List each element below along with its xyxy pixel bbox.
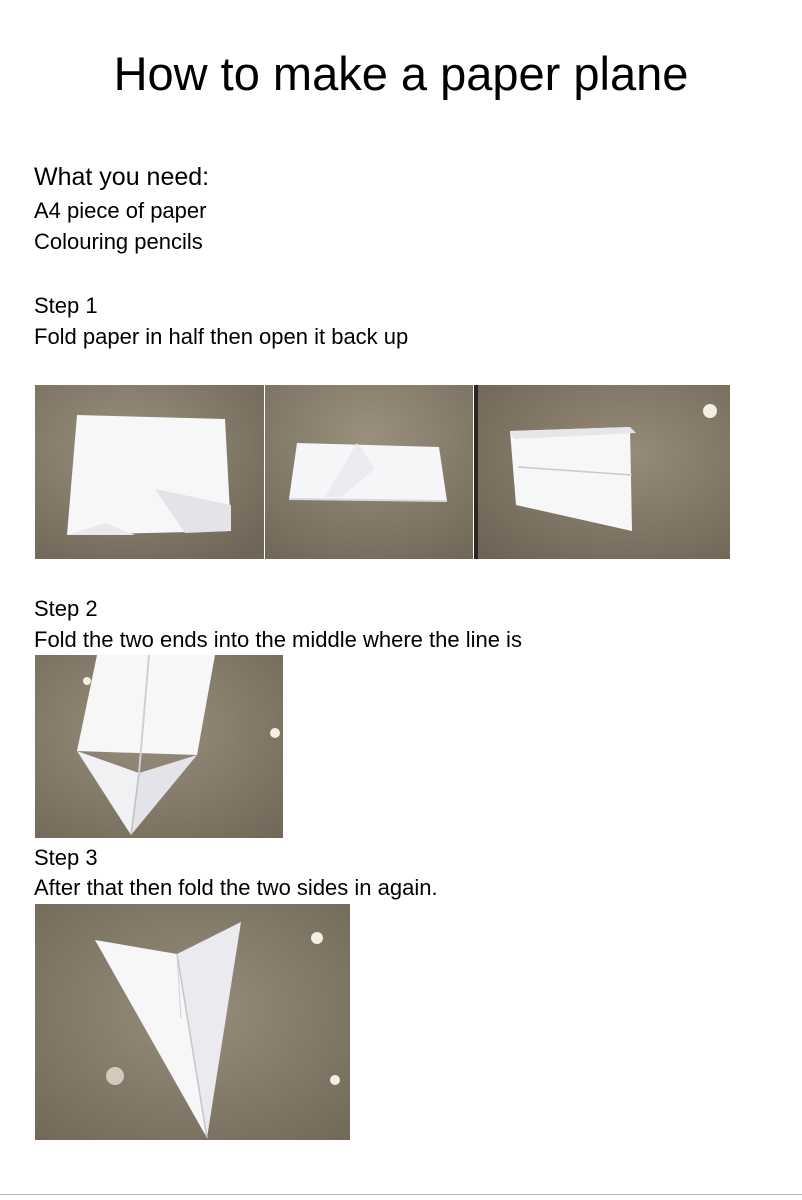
needs-item-paper: A4 piece of paper (34, 198, 207, 223)
step-2-photo-folded-ends (35, 655, 283, 838)
step-1-photo-folded-paper (265, 385, 473, 559)
step-1-text: Fold paper in half then open it back up (34, 324, 409, 349)
step-1-photo-flat-paper (35, 385, 264, 559)
step-2-label: Step 2 (34, 596, 98, 621)
step-3-photo-paper-plane (35, 904, 350, 1140)
step-3-label: Step 3 (34, 845, 98, 870)
step-3-text: After that then fold the two sides in again. (34, 875, 438, 900)
needs-item-pencils: Colouring pencils (34, 229, 203, 254)
step-1-label: Step 1 (34, 293, 98, 318)
page-title: How to make a paper plane (113, 47, 689, 100)
step-2-text: Fold the two ends into the middle where the line is (34, 627, 522, 652)
needs-heading: What you need: (34, 163, 210, 191)
step-1-photo-opened-paper (474, 385, 730, 559)
page-bottom-edge (0, 1194, 802, 1195)
